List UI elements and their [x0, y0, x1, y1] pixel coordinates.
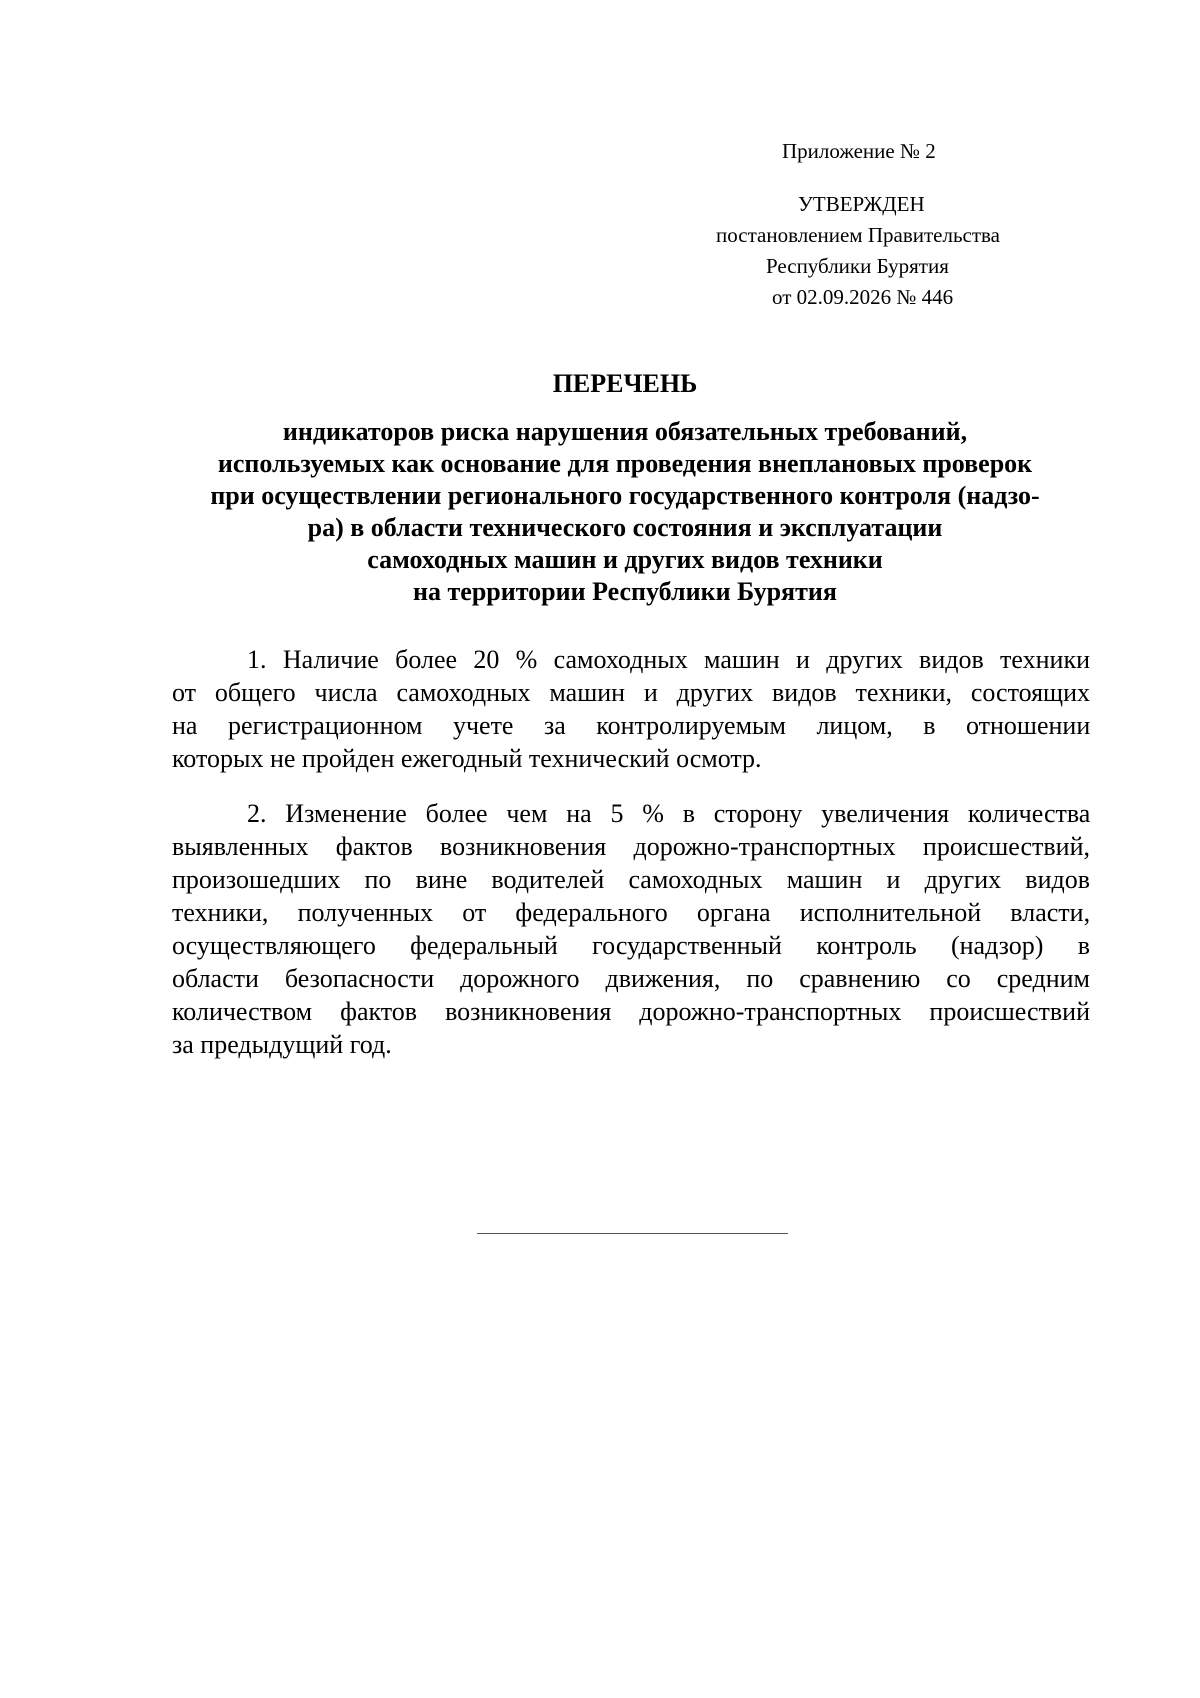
paragraph-line: за предыдущий год. — [172, 1030, 392, 1059]
decree-authority: постановлением Правительства — [716, 223, 1001, 247]
decree-republic: Республики Бурятия — [766, 254, 949, 278]
title-heading: ПЕРЕЧЕНЬ — [552, 369, 698, 398]
paragraph-line: 1. Наличие более 20 % самоходных машин и других видов техники — [247, 645, 1090, 674]
paragraph-line: области безопасности дорожного движения, по сравнению со средним — [172, 964, 1090, 993]
title-line: самоходных машин и других видов техники — [367, 545, 883, 574]
title-line: индикаторов риска нарушения обязательных требований, — [282, 417, 968, 446]
paragraph-line: 2. Изменение более чем на 5 % в сторону увеличения количества — [247, 799, 1091, 828]
paragraph-line: техники, полученных от федерального органа исполнительной власти, — [172, 898, 1091, 927]
end-separator-line — [477, 1233, 788, 1234]
approval-stamp — [700, 136, 1080, 313]
title-line: при осуществлении регионального государственного контроля (надзо- — [210, 481, 1040, 510]
decree-date-number: от 02.09.2026 № 446 — [772, 285, 954, 309]
indicator-item-2 — [172, 797, 1090, 1061]
paragraph-line: произошедших по вине водителей самоходных машин и других видов — [172, 865, 1090, 894]
paragraph-line: осуществляющего федеральный государственный контроль (надзор) в — [172, 931, 1090, 960]
appendix-number: Приложение № 2 — [782, 139, 936, 163]
indicator-item-1 — [172, 643, 1090, 775]
title-line: используемых как основание для проведения внеплановых проверок — [217, 449, 1033, 478]
paragraph-line: количеством фактов возникновения дорожно-транспортных происшествий — [172, 997, 1090, 1026]
paragraph-line: от общего числа самоходных машин и других видов техники, состоящих — [172, 678, 1090, 707]
title-line: ра) в области технического состояния и эксплуатации — [307, 513, 943, 542]
document-body — [172, 643, 1090, 1083]
document-title — [160, 368, 1090, 608]
paragraph-line: выявленных фактов возникновения дорожно-транспортных происшествий, — [172, 832, 1090, 861]
paragraph-line: которых не пройден ежегодный технический осмотр. — [172, 744, 762, 773]
title-line: на территории Республики Бурятия — [413, 577, 837, 606]
paragraph-line: на регистрационном учете за контролируемым лицом, в отношении — [172, 711, 1091, 740]
approved-label: УТВЕРЖДЕН — [798, 192, 925, 216]
